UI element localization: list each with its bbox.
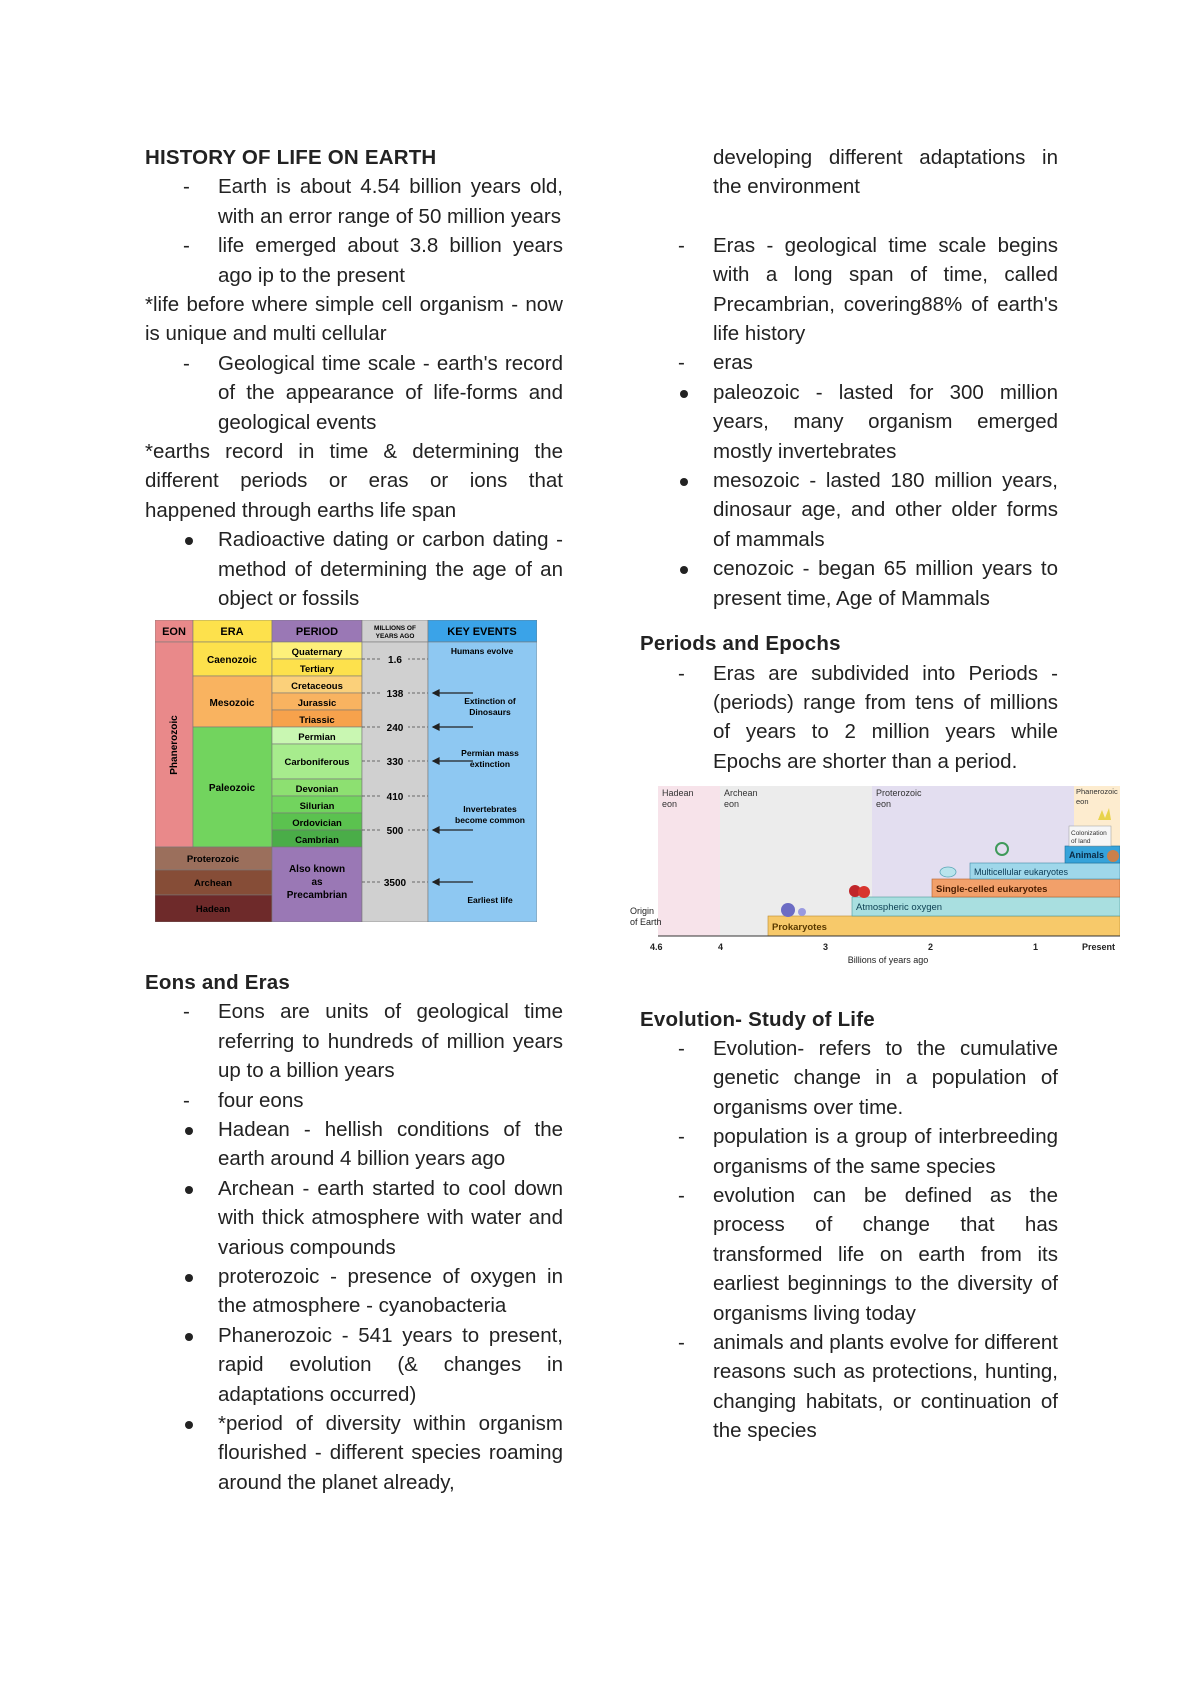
axis-tick: 4.6 [650,942,663,953]
year-label: 3500 [383,877,407,889]
list-item: - Eras are subdivided into Periods - (periods) range from tens of millions of years to 2 million years while Epochs are shorter than a period. [678,661,1058,773]
svg-text:Permian mass: Permian mass [461,747,519,758]
geologic-time-table [155,620,563,930]
list-item: cenozoic - began 65 million years to present time, Age of Mammals [713,557,1058,610]
list-item: Archean - earth started to cool down with thick atmosphere with water and various compounds [218,1176,563,1259]
list-item: paleozoic - lasted for 300 million years, many organism emerged mostly invertebrates [713,380,1058,463]
event-label: Earliest life [467,894,513,905]
svg-text:Multicellular eukaryotes: Multicellular eukaryotes [974,867,1069,878]
svg-text:Atmospheric oxygen: Atmospheric oxygen [856,902,943,914]
axis-tick: 1 [1033,942,1039,953]
svg-text:MILLIONS OF: MILLIONS OF [374,624,416,632]
list-item: - Evolution- refers to the cumulative genetic change in a population of organisms over time. [678,1036,1058,1119]
svg-text:Invertebrates: Invertebrates [463,803,517,814]
table-header: PERIOD [295,625,339,638]
axis-tick: 4 [718,942,724,953]
period-label: Permian [298,731,336,743]
list-item: *period of diversity within organism flourished - different species roaming around the planet already, [218,1412,563,1494]
right-column [630,143,1118,1446]
svg-text:Colonization: Colonization [1071,830,1107,838]
year-label: 410 [386,791,404,803]
list-item: proterozoic - presence of oxygen in the atmosphere - cyanobacteria [218,1264,563,1318]
year-label: 138 [386,688,404,700]
list-item: - life emerged about 3.8 billion years ago ip to the present [183,234,563,287]
section-heading: Periods and Epochs [640,632,841,656]
era-label: Caenozoic [206,654,258,666]
table-header: EON [162,625,186,638]
svg-text:Single-celled eukaryotes: Single-celled eukaryotes [936,884,1048,896]
section-heading: Eons and Eras [145,970,291,994]
svg-text:of land: of land [1071,838,1091,846]
note-paragraph: *earths record in time & determining the different periods or eras or ions that happened through earths life span [145,440,563,522]
period-label: Triassic [299,714,335,726]
svg-text:Dinosaurs: Dinosaurs [469,706,511,717]
svg-text:eon: eon [876,799,892,810]
list-item: Hadean - hellish conditions of the earth around 4 billion years ago [218,1117,563,1171]
eon-label: Proterozoic [186,853,240,865]
svg-text:Prokaryotes: Prokaryotes [772,922,827,934]
eon-label: Hadean [195,903,231,915]
era-label: Paleozoic [208,782,256,794]
section-heading: Evolution- Study of Life [640,1007,875,1031]
period-label: Devonian [295,783,339,795]
list-item: Phanerozoic - 541 years to present, rapid evolution (& changes in adaptations occurred) [218,1323,563,1406]
period-label: Silurian [299,800,335,812]
list-item: - Geological time scale - earth's record of the appearance of life-forms and geological events [183,351,563,434]
evolution-timeline [630,786,1118,978]
year-label: 1.6 [388,654,402,666]
list-item: - Eras - geological time scale begins with a long span of time, called Precambrian, covering88% of earth's life history [678,233,1058,346]
year-label: 500 [386,825,404,837]
evolution-timeline-image [630,786,1120,970]
svg-text:YEARS AGO: YEARS AGO [375,632,415,640]
era-label: Mesozoic [209,697,255,709]
event-label: Humans evolve [450,645,514,656]
period-label: Quaternary [291,646,343,658]
list-item: mesozoic - lasted 180 million years, dinosaur age, and other older forms of mammals [713,469,1058,551]
period-label: Tertiary [299,663,335,675]
svg-text:Animals: Animals [1069,850,1105,861]
continuation-text: developing different adaptations in the environment [713,146,1058,199]
table-header: KEY EVENTS [447,625,517,638]
svg-text:extinction: extinction [469,758,511,769]
note-paragraph: *life before where simple cell organism - now is unique and multi cellular [145,293,563,346]
origin-label: Origin [630,906,655,917]
list-item: - evolution can be defined as the process of change that has transformed life on earth from its earliest beginnings to the diversity of organisms living today [678,1183,1058,1325]
eon-label: Archean [193,877,233,889]
page-title: HISTORY OF LIFE ON EARTH [145,146,437,169]
svg-text:of Earth: of Earth [630,917,662,928]
list-item: Radioactive dating or carbon dating - method of determining the age of an object or fossils [218,528,563,611]
svg-text:become common: become common [455,814,525,825]
eon-label: Proterozoic [876,788,922,799]
shell-icon [1107,850,1119,862]
period-label: Carboniferous [284,756,350,768]
svg-text:Precambrian: Precambrian [286,889,348,901]
table-header: ERA [220,625,244,638]
eon-label: Hadean [662,788,694,799]
svg-text:eon: eon [724,799,740,810]
axis-tick: 3 [823,942,829,953]
list-item: - Earth is about 4.54 billion years old, with an error range of 50 million years [183,175,563,228]
axis-label: Billions of years ago [847,955,929,966]
svg-text:eon: eon [1076,797,1089,807]
geologic-time-table-image [155,620,537,922]
svg-text:as: as [311,876,323,888]
list-item: - population is a group of interbreeding organisms of the same species [678,1125,1058,1178]
period-label: Jurassic [297,697,337,709]
year-label: 240 [386,722,404,734]
list-item: - animals and plants evolve for different reasons such as protections, hunting, changing habitats, or continuation of the species [678,1331,1058,1443]
svg-text:eon: eon [662,799,678,810]
period-label: Ordovician [292,817,342,829]
list-item: - four eons [183,1088,304,1112]
eon-label: Archean [724,788,758,799]
prokaryote-icon [781,903,795,917]
year-label: 330 [386,756,404,768]
eon-label: Phanerozoic [1076,787,1118,797]
left-column [145,143,563,1497]
axis-tick: 2 [928,942,934,953]
period-label: Cambrian [295,834,339,846]
axis-tick: Present [1082,942,1116,953]
eukaryote-icon [940,867,956,877]
svg-text:Extinction of: Extinction of [464,695,516,706]
eon-label: Phanerozoic [169,714,180,775]
list-item: - Eons are units of geological time referring to hundreds of million years up to a billion years [183,1000,563,1083]
period-label: Cretaceous [291,680,343,692]
svg-text:Also known: Also known [288,863,346,875]
list-item: - eras [678,351,753,375]
